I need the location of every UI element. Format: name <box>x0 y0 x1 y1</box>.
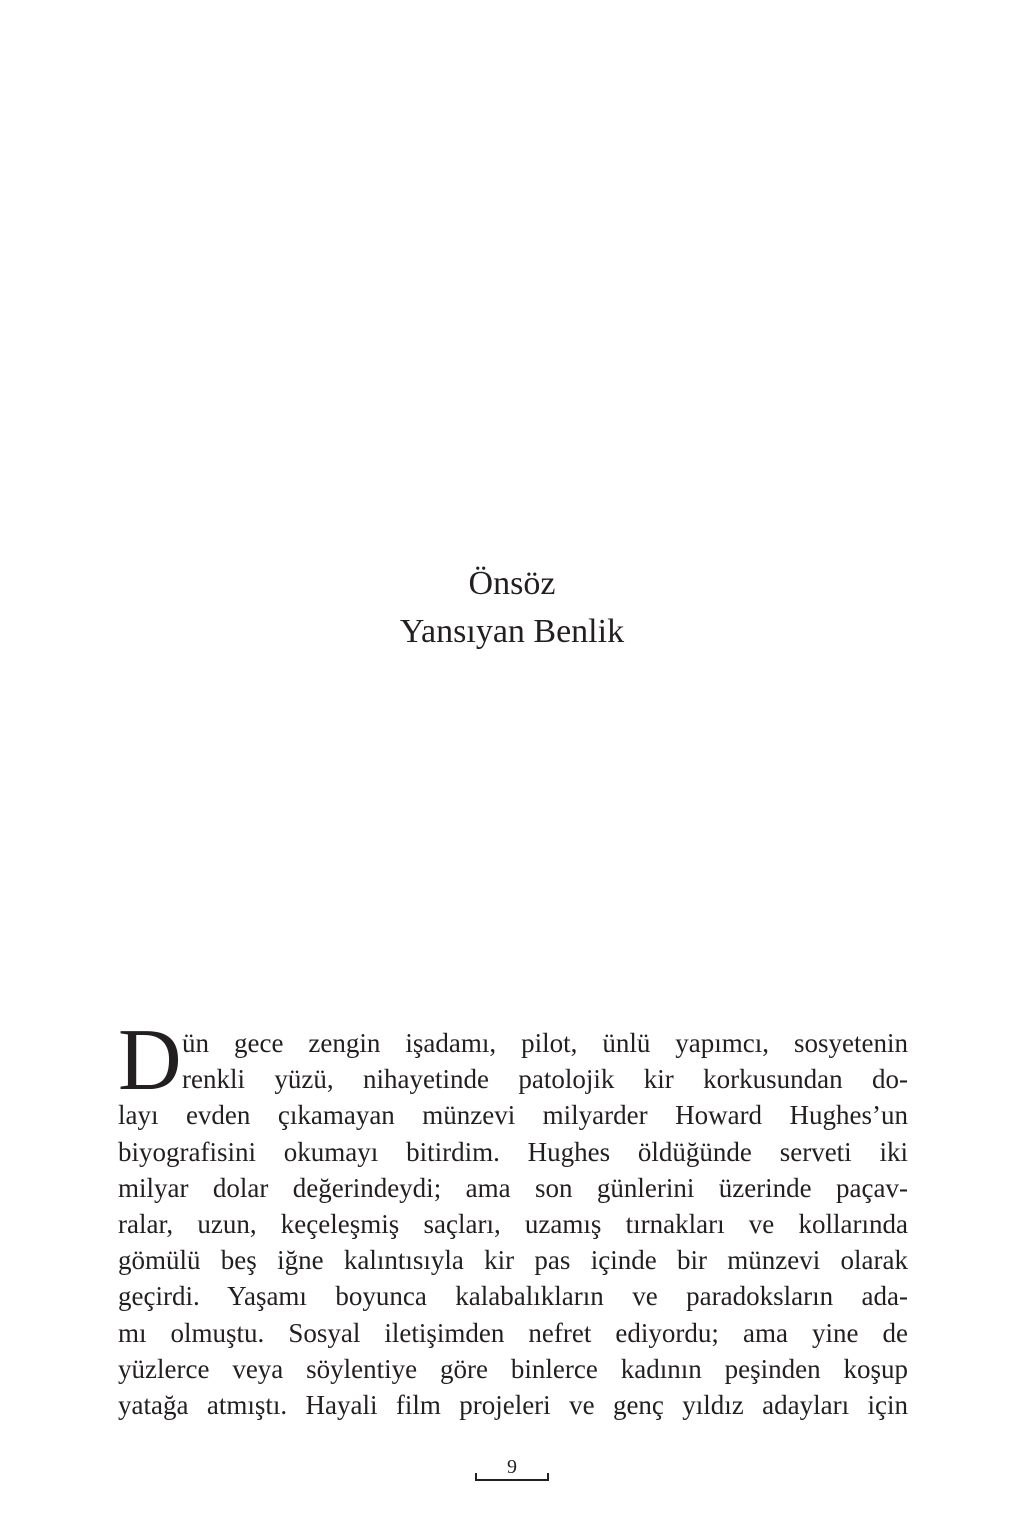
chapter-title-block <box>0 560 1024 656</box>
body-paragraph <box>118 1012 908 1423</box>
text-line: geçirdi. Yaşamı boyunca kalabalıkların ve paradoksların ada- <box>118 1281 908 1312</box>
page-number-folio <box>475 1455 549 1483</box>
text-line: renkli yüzü, nihayetinde patolojik kir korkusundan do- <box>182 1064 908 1095</box>
text-line: yüzlerce veya söylentiye göre binlerce kadının peşinden koşup <box>118 1353 908 1384</box>
text-line: yatağa atmıştı. Hayali film projeleri ve genç yıldız adayları için <box>118 1389 908 1420</box>
text-line: ün gece zengin işadamı, pilot, ünlü yapımcı, sosyetenin <box>182 1028 908 1058</box>
page-number: 9 <box>507 1456 517 1478</box>
drop-cap: D <box>118 1012 182 1109</box>
text-line: layı evden çıkamayan münzevi milyarder Howard Hughes’un <box>118 1100 908 1131</box>
text-line: milyar dolar değerindeydi; ama son günlerini üzerinde paçav- <box>118 1172 908 1203</box>
text-line: gömülü beş iğne kalıntısıyla kir pas içinde bir münzevi olarak <box>118 1245 908 1276</box>
chapter-subheading: Yansıyan Benlik <box>399 613 625 650</box>
folio-rule <box>475 1479 549 1481</box>
text-line: biyografisini okumayı bitirdim. Hughes öldüğünde serveti iki <box>118 1136 908 1167</box>
text-line: mı olmuştu. Sosyal iletişimden nefret ediyordu; ama yine de <box>118 1317 908 1348</box>
text-line: ralar, uzun, keçeleşmiş saçları, uzamış tırnakları ve kollarında <box>118 1208 908 1239</box>
chapter-heading: Önsöz <box>468 565 556 602</box>
